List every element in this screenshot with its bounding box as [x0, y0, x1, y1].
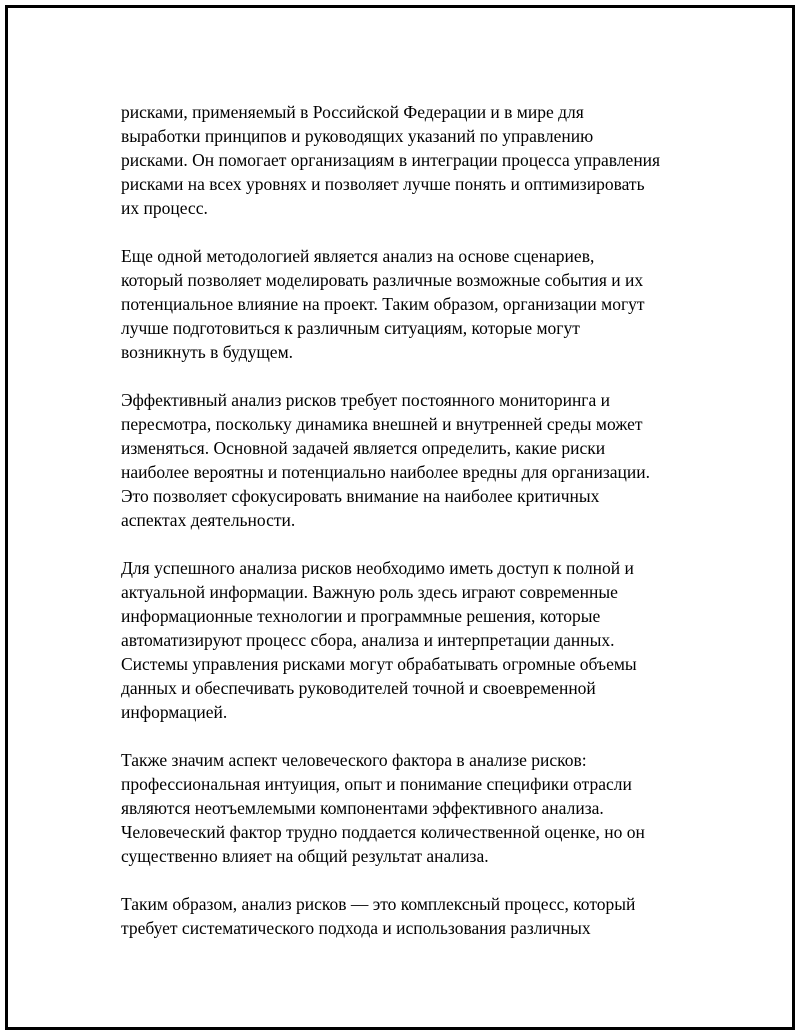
- text-line: наиболее вероятны и потенциально наиболее вредны для организации.: [121, 462, 651, 482]
- paragraph-3: [121, 388, 711, 532]
- text-line: Эффективный анализ рисков требует постоянного мониторинга и: [121, 390, 610, 410]
- text-line: информационные технологии и программные решения, которые: [121, 606, 601, 626]
- text-line: рисками. Он помогает организациям в интеграции процесса управления: [121, 150, 661, 170]
- text-line: рисками на всех уровнях и позволяет лучше понять и оптимизировать: [121, 174, 645, 194]
- text-line: их процесс.: [121, 198, 208, 218]
- text-line: Для успешного анализа рисков необходимо иметь доступ к полной и: [121, 558, 634, 578]
- paragraph-1: [121, 100, 711, 220]
- text-line: выработки принципов и руководящих указаний по управлению: [121, 126, 594, 146]
- text-line: профессиональная интуиция, опыт и понимание специфики отрасли: [121, 774, 632, 794]
- text-line: который позволяет моделировать различные возможные события и их: [121, 270, 644, 290]
- text-line: изменяться. Основной задачей является определить, какие риски: [121, 438, 606, 458]
- text-line: Таким образом, анализ рисков — это комплексный процесс, который: [121, 894, 636, 914]
- text-line: Человеческий фактор трудно поддается количественной оценке, но он: [121, 822, 645, 842]
- text-line: пересмотра, поскольку динамика внешней и внутренней среды может: [121, 414, 643, 434]
- paragraph-5: [121, 748, 711, 868]
- text-line: данных и обеспечивать руководителей точной и своевременной: [121, 678, 596, 698]
- text-line: существенно влияет на общий результат анализа.: [121, 846, 489, 866]
- text-line: требует систематического подхода и использования различных: [121, 918, 591, 938]
- text-line: Еще одной методологией является анализ на основе сценариев,: [121, 246, 595, 266]
- text-line: рисками, применяемый в Российской Федерации и в мире для: [121, 102, 584, 122]
- paragraph-4: [121, 556, 711, 724]
- text-line: Системы управления рисками могут обрабатывать огромные объемы: [121, 654, 637, 674]
- document-body: [121, 100, 711, 940]
- page-frame: [5, 5, 795, 1030]
- paragraph-2: [121, 244, 711, 364]
- text-line: возникнуть в будущем.: [121, 342, 294, 362]
- text-line: автоматизируют процесс сбора, анализа и интерпретации данных.: [121, 630, 615, 650]
- text-line: информацией.: [121, 702, 228, 722]
- text-line: аспектах деятельности.: [121, 510, 296, 530]
- text-line: актуальной информации. Важную роль здесь играют современные: [121, 582, 618, 602]
- text-line: Это позволяет сфокусировать внимание на наиболее критичных: [121, 486, 600, 506]
- text-line: потенциальное влияние на проект. Таким образом, организации могут: [121, 294, 645, 314]
- text-line: являются неотъемлемыми компонентами эффективного анализа.: [121, 798, 604, 818]
- text-line: лучше подготовиться к различным ситуациям, которые могут: [121, 318, 580, 338]
- paragraph-6: [121, 892, 711, 940]
- text-line: Также значим аспект человеческого фактора в анализе рисков:: [121, 750, 587, 770]
